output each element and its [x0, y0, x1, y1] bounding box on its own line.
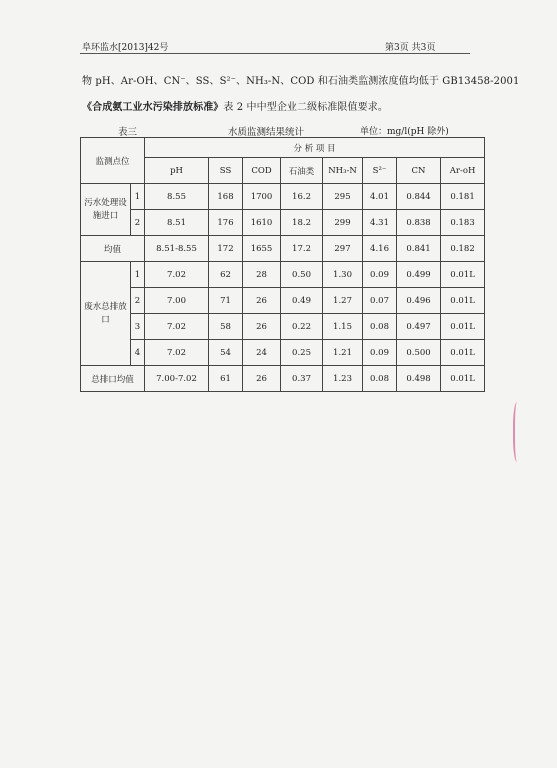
cell: 0.181 — [441, 184, 485, 210]
cell: 0.07 — [363, 288, 397, 314]
cell: 26 — [243, 288, 281, 314]
table-row — [81, 288, 485, 314]
col-header: Ar-oH — [441, 158, 485, 184]
cell: 61 — [209, 366, 243, 392]
cell: 0.497 — [397, 314, 441, 340]
cell: 1.15 — [323, 314, 363, 340]
table-row — [81, 210, 485, 236]
row-index: 4 — [131, 340, 145, 366]
col-header: NH₃-N — [323, 158, 363, 184]
cell: 7.02 — [145, 340, 209, 366]
cell: 8.51-8.55 — [145, 236, 209, 262]
cell: 1.21 — [323, 340, 363, 366]
table-row-total-average — [81, 366, 485, 392]
table-row-average — [81, 236, 485, 262]
cell: 0.01L — [441, 366, 485, 392]
cell: 26 — [243, 366, 281, 392]
col-header: pH — [145, 158, 209, 184]
page-info: 第3页 共3页 — [385, 43, 436, 53]
header-divider — [80, 53, 470, 54]
cell: 17.2 — [281, 236, 323, 262]
cell: 0.01L — [441, 288, 485, 314]
cell: 26 — [243, 314, 281, 340]
cell: 0.50 — [281, 262, 323, 288]
cell: 0.838 — [397, 210, 441, 236]
cell: 0.844 — [397, 184, 441, 210]
cell: 28 — [243, 262, 281, 288]
cell: 0.08 — [363, 366, 397, 392]
paragraph-line-1: 物 pH、Ar-OH、CN⁻、SS、S²⁻、NH₃-N、COD 和石油类监测浓度值均低于 GB13458-2001 — [82, 76, 520, 87]
cell: 7.00-7.02 — [145, 366, 209, 392]
cell: 0.841 — [397, 236, 441, 262]
cell: 295 — [323, 184, 363, 210]
row-index: 2 — [131, 210, 145, 236]
cell: 0.498 — [397, 366, 441, 392]
cell: 4.31 — [363, 210, 397, 236]
cell: 0.499 — [397, 262, 441, 288]
cell: 0.183 — [441, 210, 485, 236]
row-index: 3 — [131, 314, 145, 340]
row-index: 2 — [131, 288, 145, 314]
table-row — [81, 262, 485, 288]
cell: 176 — [209, 210, 243, 236]
cell: 0.08 — [363, 314, 397, 340]
table-title: 水质监测结果统计 — [228, 127, 305, 138]
cell: 297 — [323, 236, 363, 262]
row-index: 1 — [131, 262, 145, 288]
cell: 0.01L — [441, 314, 485, 340]
cell: 172 — [209, 236, 243, 262]
header-analysis-items: 分 析 项 目 — [145, 138, 485, 158]
cell: 1610 — [243, 210, 281, 236]
cell: 7.00 — [145, 288, 209, 314]
cell: 0.49 — [281, 288, 323, 314]
standard-requirement: 表 2 中中型企业二级标准限值要求。 — [223, 102, 388, 113]
cell: 0.500 — [397, 340, 441, 366]
cell: 0.182 — [441, 236, 485, 262]
paragraph-line-2 — [82, 98, 388, 113]
col-header: S²⁻ — [363, 158, 397, 184]
cell: 54 — [209, 340, 243, 366]
cell: 4.01 — [363, 184, 397, 210]
cell: 299 — [323, 210, 363, 236]
header-monitoring-point: 监测点位 — [81, 138, 145, 184]
group-label-inlet: 污水处理设施进口 — [81, 184, 131, 236]
cell: 4.16 — [363, 236, 397, 262]
cell: 0.09 — [363, 262, 397, 288]
cell: 0.496 — [397, 288, 441, 314]
col-header: SS — [209, 158, 243, 184]
cell: 62 — [209, 262, 243, 288]
cell: 71 — [209, 288, 243, 314]
total-avg-label: 总排口均值 — [81, 366, 145, 392]
cell: 0.25 — [281, 340, 323, 366]
cell: 8.51 — [145, 210, 209, 236]
avg-label: 均值 — [81, 236, 145, 262]
cell: 8.55 — [145, 184, 209, 210]
row-index: 1 — [131, 184, 145, 210]
col-header: COD — [243, 158, 281, 184]
table-label: 表三 — [118, 127, 138, 138]
table-unit: 单位：mg/l(pH 除外) — [360, 127, 449, 137]
cell: 24 — [243, 340, 281, 366]
cell: 7.02 — [145, 262, 209, 288]
cell: 1.30 — [323, 262, 363, 288]
seal-stamp-edge — [513, 402, 523, 462]
cell: 0.37 — [281, 366, 323, 392]
cell: 0.01L — [441, 262, 485, 288]
cell: 7.02 — [145, 314, 209, 340]
cell: 18.2 — [281, 210, 323, 236]
col-header: CN — [397, 158, 441, 184]
group-label-outlet: 废水总排放口 — [81, 262, 131, 366]
table-row — [81, 340, 485, 366]
table-row — [81, 184, 485, 210]
cell: 0.09 — [363, 340, 397, 366]
cell: 58 — [209, 314, 243, 340]
cell: 168 — [209, 184, 243, 210]
cell: 0.01L — [441, 340, 485, 366]
standard-name: 《合成氨工业水污染排放标准》 — [82, 102, 224, 113]
cell: 1700 — [243, 184, 281, 210]
col-header: 石油类 — [281, 158, 323, 184]
cell: 1655 — [243, 236, 281, 262]
cell: 16.2 — [281, 184, 323, 210]
cell: 1.23 — [323, 366, 363, 392]
cell: 0.22 — [281, 314, 323, 340]
cell: 1.27 — [323, 288, 363, 314]
table-row — [81, 314, 485, 340]
document-number: 阜环监水[2013]42号 — [82, 43, 169, 53]
water-quality-table — [80, 137, 485, 392]
